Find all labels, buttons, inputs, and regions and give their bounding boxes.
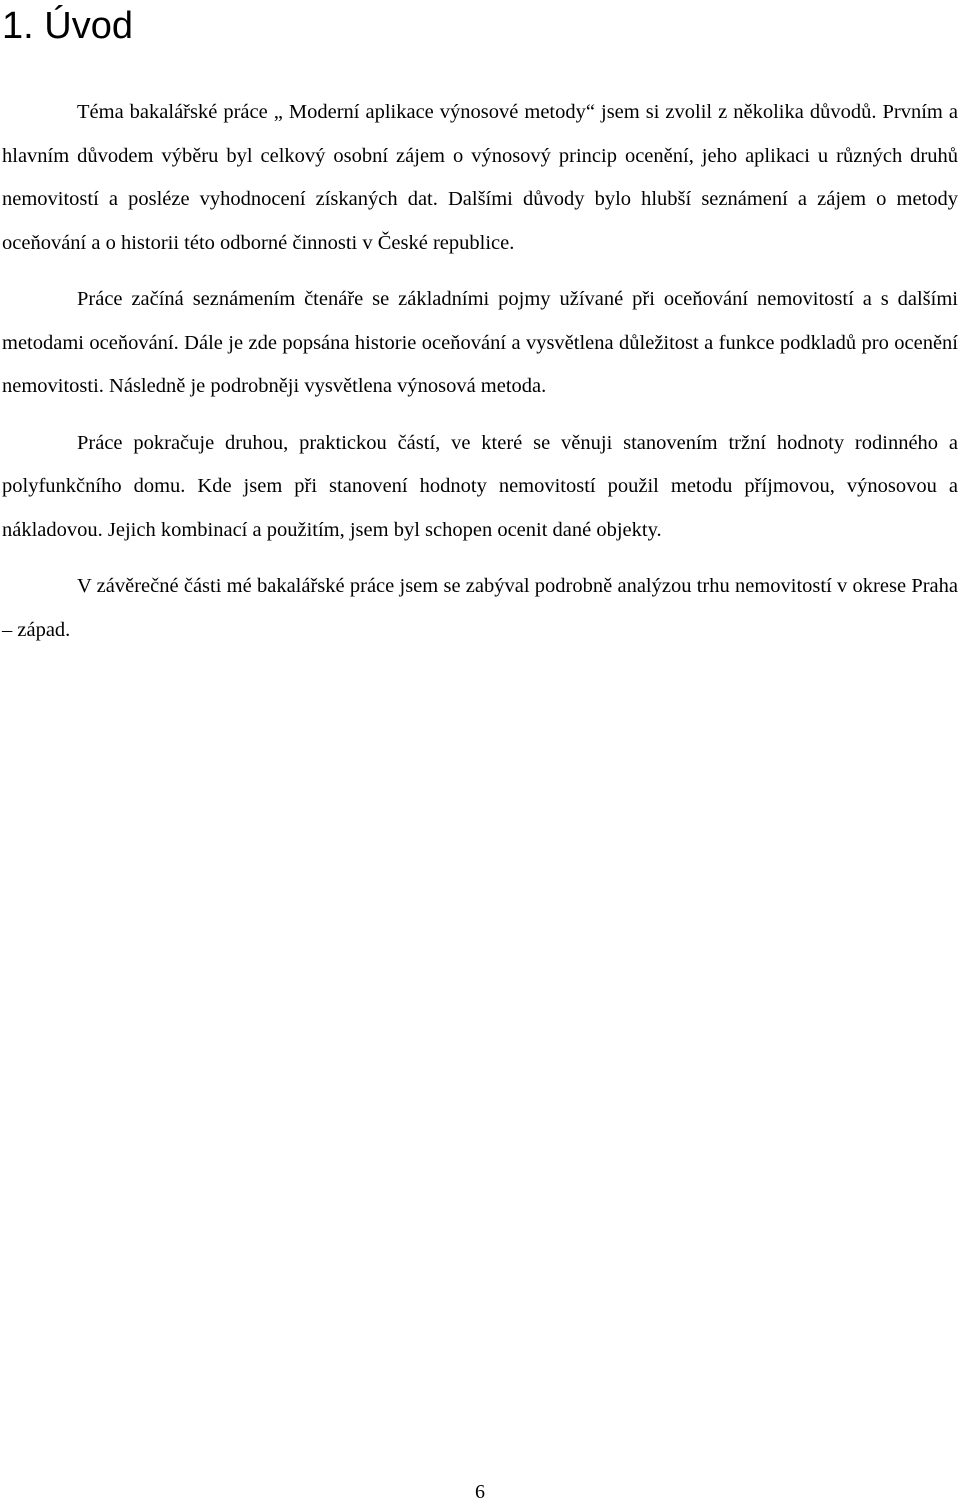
page-number: 6 xyxy=(475,1481,485,1503)
paragraph-4: V závěrečné části mé bakalářské práce jsem se zabýval podrobně analýzou trhu nemovitostí v okrese Praha – západ. xyxy=(2,575,958,641)
chapter-title: 1. Úvod xyxy=(2,5,133,47)
paragraph-3: Práce pokračuje druhou, praktickou částí, ve které se věnuji stanovením tržní hodnoty rodinného a polyfunkčního domu. Kde jsem při stanovení hodnoty nemovitostí použil metodu příjmovou, výnosovou a nákladovou. Jejich kombinací a použitím, jsem byl schopen ocenit dané objekty. xyxy=(2,431,958,541)
paragraph-1: Téma bakalářské práce „ Moderní aplikace výnosové metody“ jsem si zvolil z několika důvodů. Prvním a hlavním důvodem výběru byl celkový osobní zájem o výnosový princip ocenění, jeho aplikaci u různých druhů nemovitostí a posléze vyhodnocení získaných dat. Dalšími důvody bylo hlubší seznámení a zájem o metody oceňování a o historii této odborné činnosti v České republice. xyxy=(2,101,958,254)
body-text xyxy=(2,91,958,665)
paragraph-2: Práce začíná seznámením čtenáře se základními pojmy užívané při oceňování nemovitostí a s dalšími metodami oceňování. Dále je zde popsána historie oceňování a vysvětlena důležitost a funkce podkladů pro ocenění nemovitosti. Následně je podrobněji vysvětlena výnosová metoda. xyxy=(2,288,958,397)
